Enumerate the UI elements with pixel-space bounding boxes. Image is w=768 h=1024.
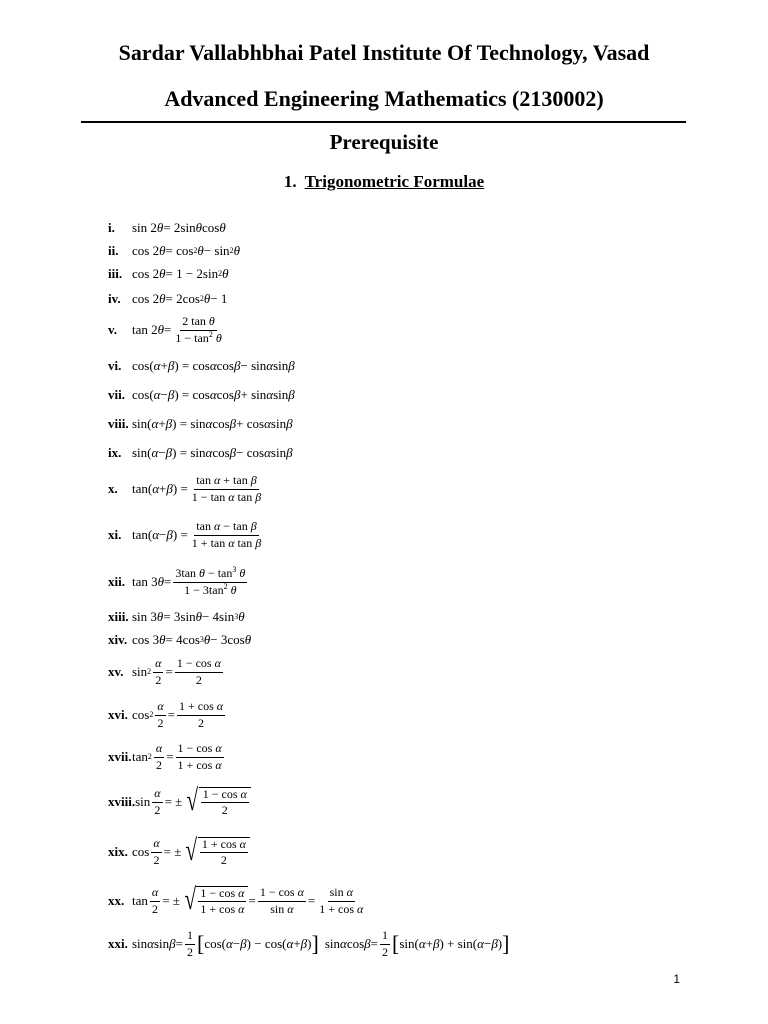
- formula: tan $\frac{\alpha}{2}$ = ± √ $\frac{\text{1 − cos α}}{\text{1 + cos α}}$ = $\frac{\text{1 − cos α}}{\text{sin α}}$ = $\frac{\text{sin α}}{\text{1 + cos α}}$: [132, 882, 364, 916]
- topic-title: Trigonometric Formulae: [304, 172, 485, 191]
- formula-row: [108, 473, 265, 504]
- formula-label: v.: [108, 322, 118, 337]
- section-heading: Prerequisite: [329, 130, 439, 154]
- formula-row: [108, 264, 228, 284]
- formula-label: xv.: [108, 664, 124, 679]
- formula-label: iii.: [108, 266, 123, 281]
- formula-row: [108, 414, 293, 434]
- formula: sin( α − β ) = sin α cos β − cos α sin β: [132, 445, 293, 460]
- formula-label: xii.: [108, 574, 125, 589]
- formula-row: [108, 699, 227, 730]
- formula-row: [108, 928, 510, 959]
- formula-label: xix.: [108, 844, 128, 859]
- formula-row: [108, 314, 226, 345]
- formula-row: [108, 783, 251, 817]
- formula: sin 2 $\frac{\alpha}{2}$ = $\frac{\text{1 − cos α}}{2}$: [132, 656, 221, 687]
- formula: cos 2 θ = 2cos 2 θ − 1: [132, 291, 228, 306]
- formula-label: xxi.: [108, 936, 128, 951]
- formula: cos 2 θ = 1 − 2sin 2 θ: [132, 266, 229, 281]
- formula-row: [108, 741, 226, 772]
- formula-row: [108, 833, 250, 867]
- formula-label: xi.: [108, 527, 122, 542]
- formula-label: i.: [108, 220, 115, 235]
- formula-row: [108, 607, 245, 627]
- formula-label: xviii.: [108, 794, 136, 809]
- formula: tan 3 θ = $\frac{3\tan \theta - \tan^3 \theta}{1 - 3\tan^2 \theta}$: [132, 565, 246, 597]
- formula-label: ix.: [108, 445, 122, 460]
- formula-label: vii.: [108, 387, 125, 402]
- page-number: 1: [673, 972, 680, 986]
- formula: tan( α − β ) = $\frac{\text{tan α − tan β}}{\text{1 + tan α tan β}}$: [132, 519, 262, 550]
- header-rule: [81, 121, 686, 123]
- institute-title: Sardar Vallabhbhai Patel Institute Of Technology, Vasad: [118, 40, 650, 65]
- formula-row: [108, 656, 225, 687]
- formula-label: ii.: [108, 243, 119, 258]
- formula: tan 2 θ = $\frac{\text{2 tan θ}}{1 - \tan^2 \theta}$: [132, 314, 222, 345]
- formula-label: xvi.: [108, 707, 128, 722]
- formula-row: [108, 356, 295, 376]
- formula-label: x.: [108, 481, 118, 496]
- formula-label: viii.: [108, 416, 129, 431]
- formula-label: vi.: [108, 358, 122, 373]
- formula-row: [108, 630, 251, 650]
- formula-label: iv.: [108, 291, 121, 306]
- formula: cos( α + β ) = cos α cos β − sin α sin β: [132, 358, 295, 373]
- formula-row: [108, 218, 226, 238]
- formula-label: xvii.: [108, 749, 132, 764]
- formula: cos 2 θ = cos 2 θ − sin 2 θ: [132, 243, 240, 258]
- formula: cos $\frac{\alpha}{2}$ = ± √ $\frac{\text{1 + cos α}}{2}$: [132, 837, 250, 867]
- formula: sin α sin β = $\frac{1}{2}$ [ cos( α − β ) − cos( α + β ) ] sin α cos β = $\frac{1}{2}$ [ sin( α + β ) + sin( α − β ) ]: [132, 928, 510, 959]
- formula-row: [108, 565, 249, 597]
- formula-row: [108, 385, 295, 405]
- formula-row: [108, 443, 293, 463]
- formula-label: xx.: [108, 893, 125, 908]
- formula-label: xiv.: [108, 632, 128, 647]
- formula: sin $\frac{\alpha}{2}$ = ± √ $\frac{\text{1 − cos α}}{2}$: [135, 787, 251, 817]
- formula-label: xiii.: [108, 609, 129, 624]
- topic-number: 1.: [283, 172, 297, 191]
- topic-heading: [0, 172, 768, 192]
- formula: cos 3 θ = 4cos 3 θ − 3cos θ: [132, 632, 252, 647]
- formula: cos( α − β ) = cos α cos β + sin α sin β: [132, 387, 295, 402]
- formula-row: [108, 519, 265, 550]
- formula: sin( α + β ) = sin α cos β + cos α sin β: [132, 416, 293, 431]
- formula: tan 2 $\frac{\alpha}{2}$ = $\frac{\text{1 − cos α}}{\text{1 + cos α}}$: [132, 741, 222, 772]
- course-title: Advanced Engineering Mathematics (2130002): [164, 86, 604, 111]
- formula-row: [108, 882, 367, 916]
- formula: sin 3 θ = 3sin θ − 4sin 3 θ: [132, 609, 245, 624]
- formula-row: [108, 289, 227, 309]
- formula: cos 2 $\frac{\alpha}{2}$ = $\frac{\text{1 + cos α}}{2}$: [132, 699, 224, 730]
- formula: sin 2 θ = 2sin θ cos θ: [132, 220, 226, 235]
- formula: tan( α + β ) = $\frac{\text{tan α + tan β}}{\text{1 − tan α tan β}}$: [132, 473, 262, 504]
- formula-row: [108, 241, 240, 261]
